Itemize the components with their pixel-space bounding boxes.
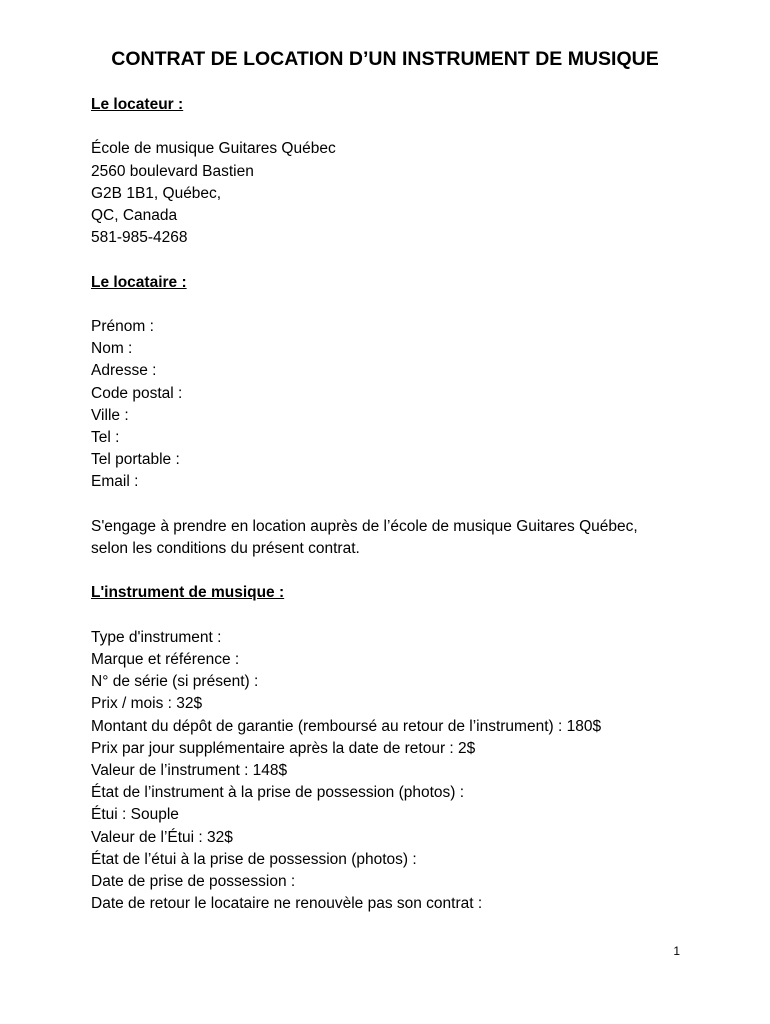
instrument-serial: N° de série (si présent) : xyxy=(91,673,259,691)
case-type: Étui : Souple xyxy=(91,806,179,824)
lessor-postal-city: G2B 1B1, Québec, xyxy=(91,184,222,202)
case-value: Valeur de l’Étui : 32$ xyxy=(91,828,233,846)
instrument-monthly-price: Prix / mois : 32$ xyxy=(91,695,203,713)
instrument-value: Valeur de l’instrument : 148$ xyxy=(91,762,288,779)
tenant-engagement-line-1: S'engage à prendre en location auprès de l’école de musique Guitares Québec, xyxy=(91,517,638,535)
case-condition: État de l’étui à la prise de possession (photos) : xyxy=(91,850,417,868)
tenant-field-city: Ville : xyxy=(91,406,129,424)
spacer xyxy=(91,560,731,582)
lessor-street: 2560 boulevard Bastien xyxy=(91,162,254,180)
document-body xyxy=(91,94,731,915)
tenant-field-last-name: Nom : xyxy=(91,340,133,358)
return-date: Date de retour le locataire ne renouvèle pas son contrat : xyxy=(91,895,483,913)
instrument-condition: État de l’instrument à la prise de possession (photos) : xyxy=(91,784,465,802)
lessor-province-country: QC, Canada xyxy=(91,207,178,224)
spacer xyxy=(91,294,731,316)
instrument-heading: L'instrument de musique : xyxy=(91,584,285,602)
lessor-heading: Le locateur : xyxy=(91,96,184,113)
lessor-name: École de musique Guitares Québec xyxy=(91,140,336,158)
instrument-deposit: Montant du dépôt de garantie (remboursé au retour de l’instrument) : 180$ xyxy=(91,717,602,735)
instrument-brand: Marque et référence : xyxy=(91,650,240,668)
page-number: 1 xyxy=(673,944,680,958)
instrument-type: Type d'instrument : xyxy=(91,628,222,646)
spacer xyxy=(91,605,731,627)
tenant-engagement-line-2: selon les conditions du présent contrat. xyxy=(91,540,360,557)
tenant-field-phone: Tel : xyxy=(91,429,120,446)
spacer xyxy=(91,116,731,138)
possession-date: Date de prise de possession : xyxy=(91,873,296,891)
tenant-heading: Le locataire : xyxy=(91,273,187,291)
tenant-field-mobile: Tel portable : xyxy=(91,451,180,469)
tenant-field-email: Email : xyxy=(91,473,139,491)
lessor-phone: 581-985-4268 xyxy=(91,229,188,247)
tenant-field-first-name: Prénom : xyxy=(91,317,154,335)
tenant-field-postal-code: Code postal : xyxy=(91,384,183,402)
tenant-field-address: Adresse : xyxy=(91,362,157,380)
document-title: CONTRAT DE LOCATION D’UN INSTRUMENT DE MUSIQUE xyxy=(111,48,659,70)
instrument-daily-late-fee: Prix par jour supplémentaire après la date de retour : 2$ xyxy=(91,739,476,757)
spacer xyxy=(91,494,731,516)
spacer xyxy=(91,249,731,271)
